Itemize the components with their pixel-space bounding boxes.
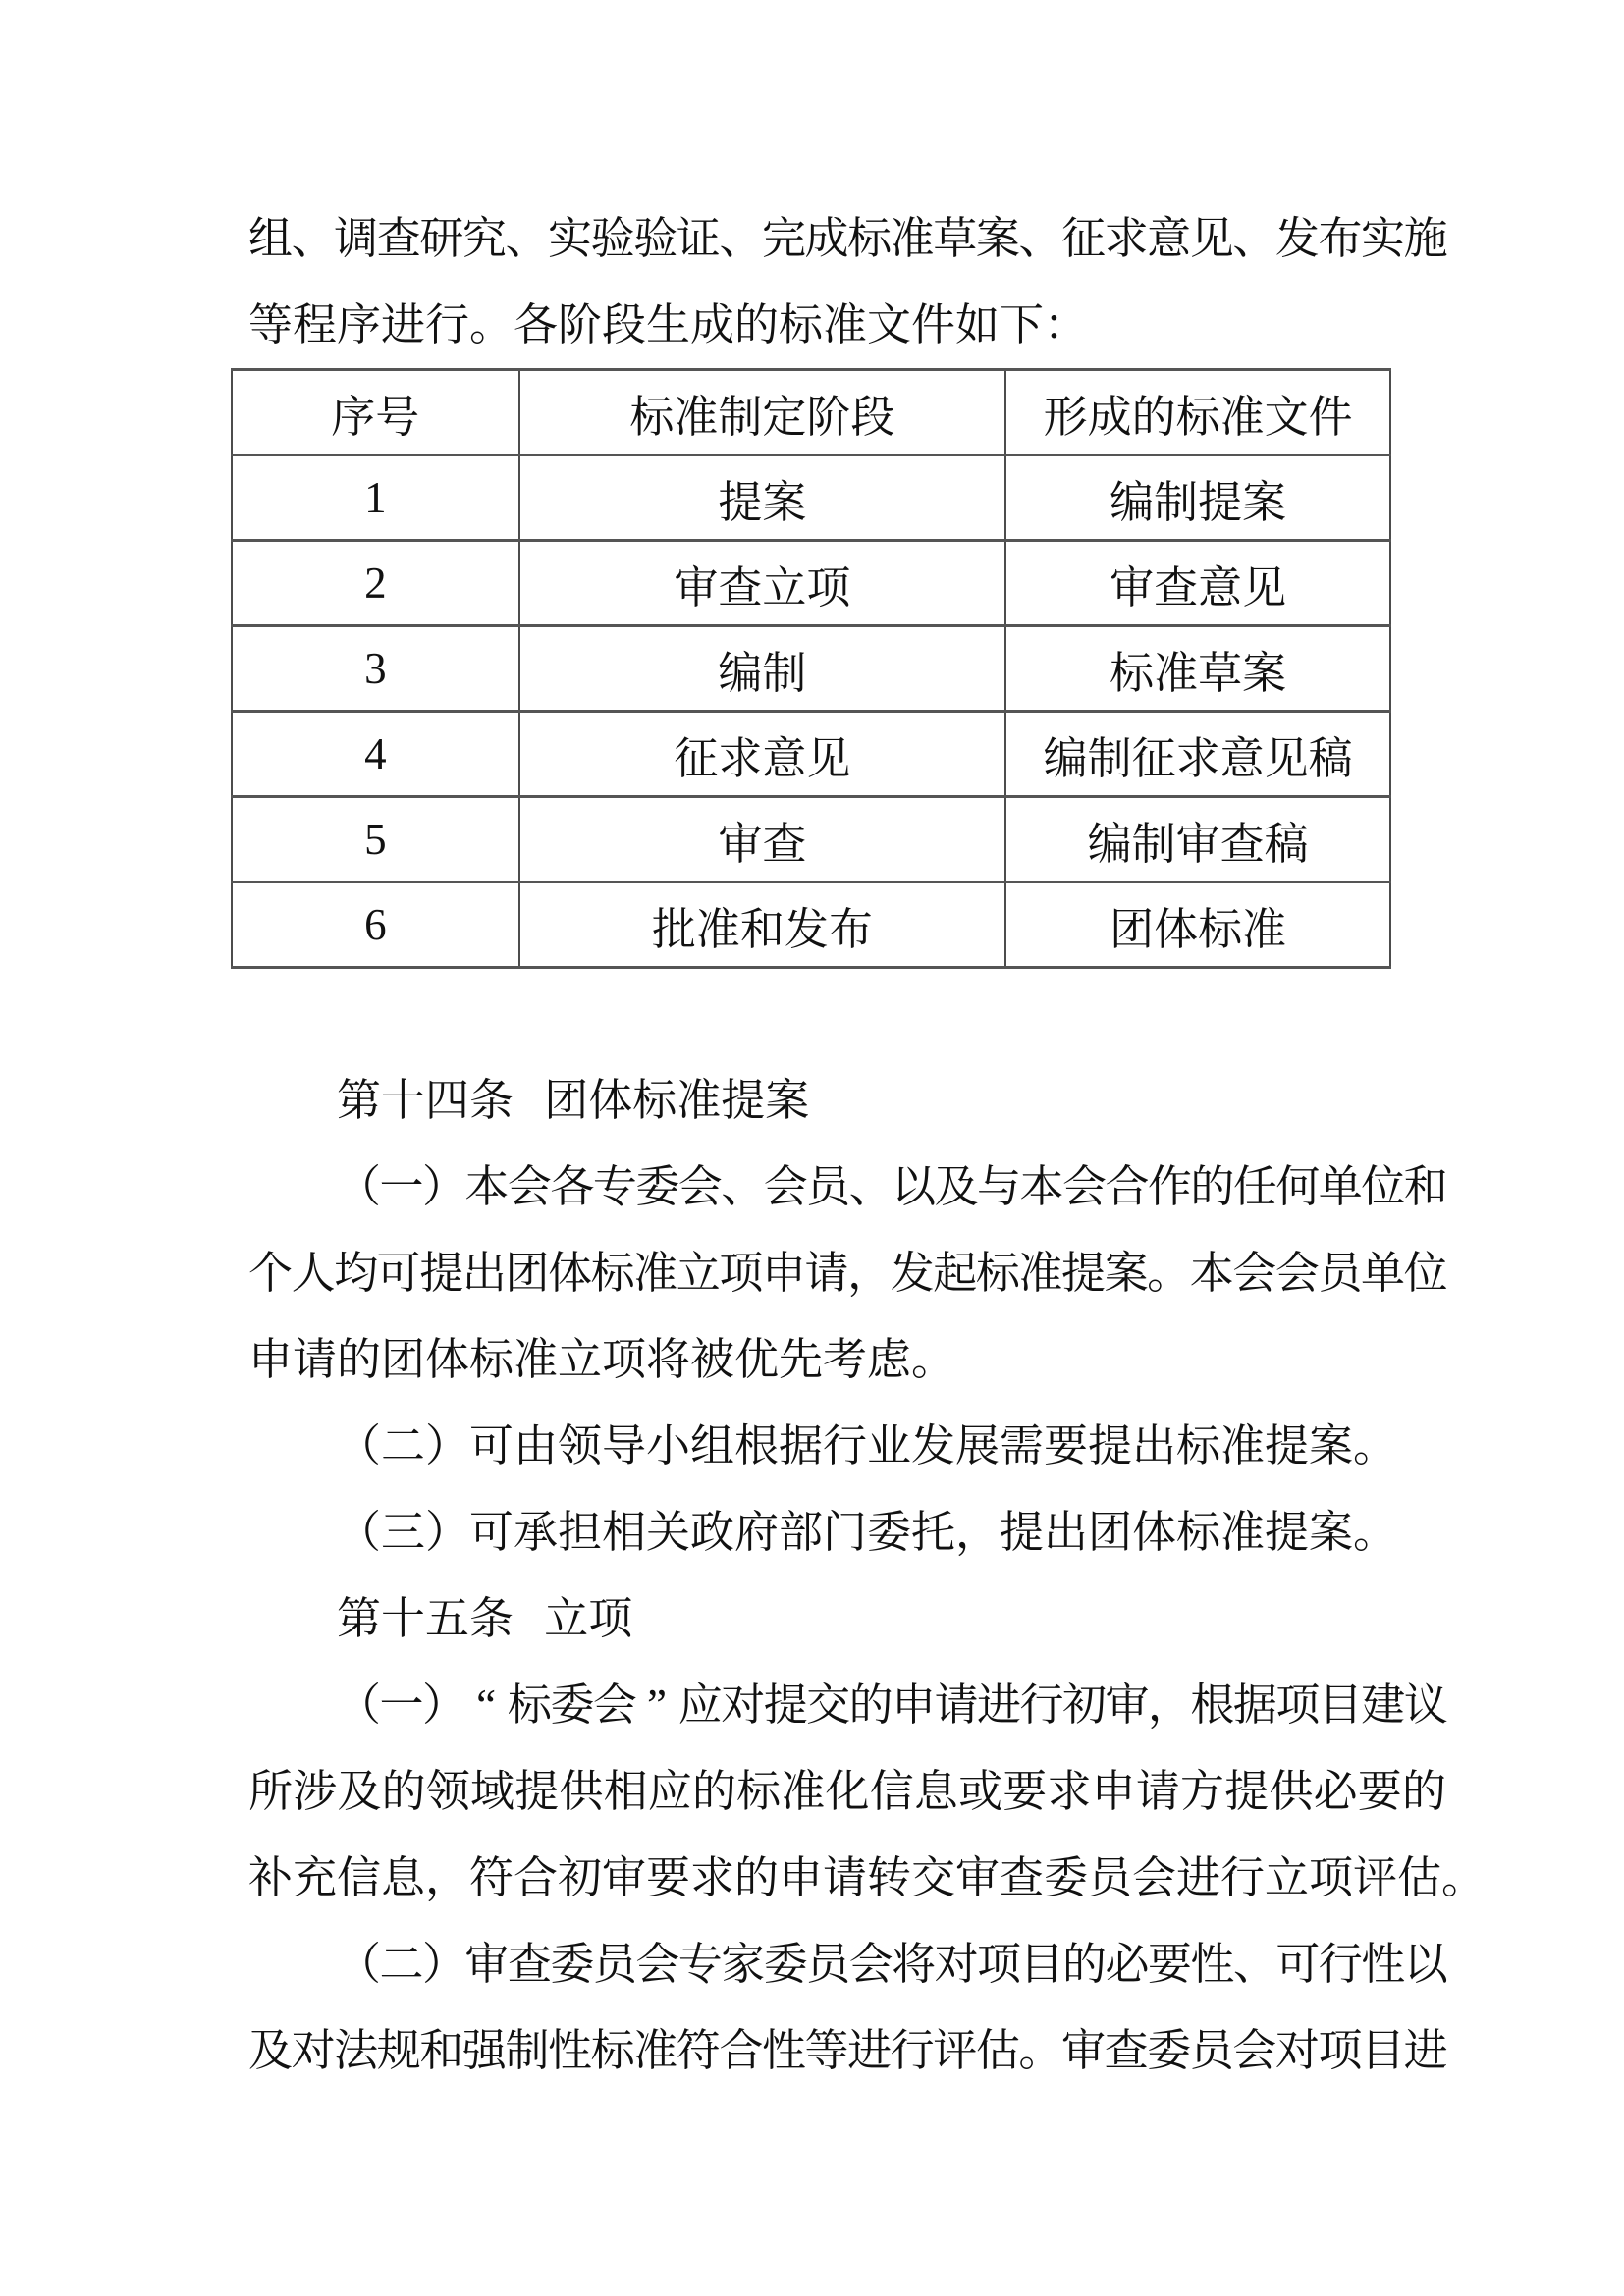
article-14-clause-2	[248, 1403, 1446, 1489]
table-header-cell: 形成的标准文件	[1005, 370, 1390, 455]
article-14-heading	[248, 1057, 1446, 1144]
first-line-indent	[248, 1114, 337, 1115]
table-cell: 征求意见	[519, 712, 1006, 797]
article-14-clause-3	[248, 1489, 1446, 1575]
first-line-indent	[248, 1632, 337, 1633]
table-row	[232, 882, 1390, 968]
standards-stage-table	[231, 368, 1391, 969]
first-line-indent	[248, 1546, 337, 1547]
table-header-cell: 标准制定阶段	[519, 370, 1006, 455]
text-line: （ 一 ） “ 标 委 会 ” 应 对 提 交 的 申 请 进 行 初 审 ， 根 据 项 目 建 议	[248, 1662, 1446, 1748]
first-line-indent	[248, 1144, 337, 1230]
table-cell: 审查	[519, 797, 1006, 882]
table-cell: 审查立项	[519, 541, 1006, 626]
text-line: 等程序进行。各阶段生成的标准文件如下：	[248, 300, 1089, 349]
table-cell: 4	[232, 712, 519, 797]
first-line-indent	[248, 1662, 337, 1748]
table-cell: 编制提案	[1005, 455, 1390, 541]
text-line: 申请的团体标准立项将被优先考虑。	[248, 1335, 956, 1384]
text-line: 第十五条 立项	[248, 1575, 1446, 1662]
article-15-heading	[248, 1575, 1446, 1662]
table-cell: 编制	[519, 626, 1006, 712]
text-line: 所 涉 及 的 领 域 提 供 相 应 的 标 准 化 信 息 或 要 求 申 请 方 提 供 必 要 的	[248, 1767, 1446, 1816]
table-cell: 3	[232, 626, 519, 712]
table-cell: 编制征求意见稿	[1005, 712, 1390, 797]
table-row	[232, 455, 1390, 541]
table-body	[232, 455, 1390, 968]
article-14-clause-1	[248, 1144, 1446, 1403]
text-line: （ 二 ） 审 查 委 员 会 专 家 委 员 会 将 对 项 目 的 必 要 性 、 可 行 性 以	[248, 1921, 1446, 2007]
table-cell: 批准和发布	[519, 882, 1006, 968]
intro-paragraph	[248, 195, 1446, 368]
body-paragraphs	[248, 1057, 1487, 2094]
text-line: 及 对 法 规 和 强 制 性 标 准 符 合 性 等 进 行 评 估 。 审 查 委 员 会 对 项 目 进	[248, 2026, 1448, 2075]
text-line: （ 一 ） 本 会 各 专 委 会 、 会 员 、 以 及 与 本 会 合 作 的 任 何 单 位 和	[248, 1144, 1446, 1230]
text-line: （三）可承担相关政府部门委托，提出团体标准提案。	[248, 1489, 1446, 1575]
text-line: 个 人 均 可 提 出 团 体 标 准 立 项 申 请 ， 发 起 标 准 提 案 。 本 会 会 员 单 位	[248, 1249, 1448, 1298]
text-line: （二）可由领导小组根据行业发展需要提出标准提案。	[248, 1403, 1446, 1489]
first-line-indent	[248, 1460, 337, 1461]
table-cell: 团体标准	[1005, 882, 1390, 968]
table-cell: 审查意见	[1005, 541, 1390, 626]
text-line: 组 、 调 查 研 究 、 实 验 验 证 、 完 成 标 准 草 案 、 征 求 意 见 、 发 布 实 施	[248, 214, 1448, 263]
table-row	[232, 712, 1390, 797]
table-cell: 1	[232, 455, 519, 541]
article-15-clause-1	[248, 1662, 1487, 1921]
text-line: 第十四条 团体标准提案	[248, 1057, 1446, 1144]
first-line-indent	[248, 1921, 337, 2007]
text-line: 补充信息，符合初审要求的申请转交审查委员会进行立项评估。	[248, 1853, 1487, 1902]
table-row	[232, 797, 1390, 882]
intro-container	[248, 195, 1446, 368]
table-header-cell: 序号	[232, 370, 519, 455]
table-cell: 提案	[519, 455, 1006, 541]
table-row	[232, 626, 1390, 712]
page-content	[248, 195, 1487, 2094]
table-header-row	[232, 370, 1390, 455]
table-cell: 2	[232, 541, 519, 626]
table-cell: 编制审查稿	[1005, 797, 1390, 882]
table-row	[232, 541, 1390, 626]
table-cell: 标准草案	[1005, 626, 1390, 712]
table-cell: 5	[232, 797, 519, 882]
table-cell: 6	[232, 882, 519, 968]
article-15-clause-2	[248, 1921, 1446, 2094]
